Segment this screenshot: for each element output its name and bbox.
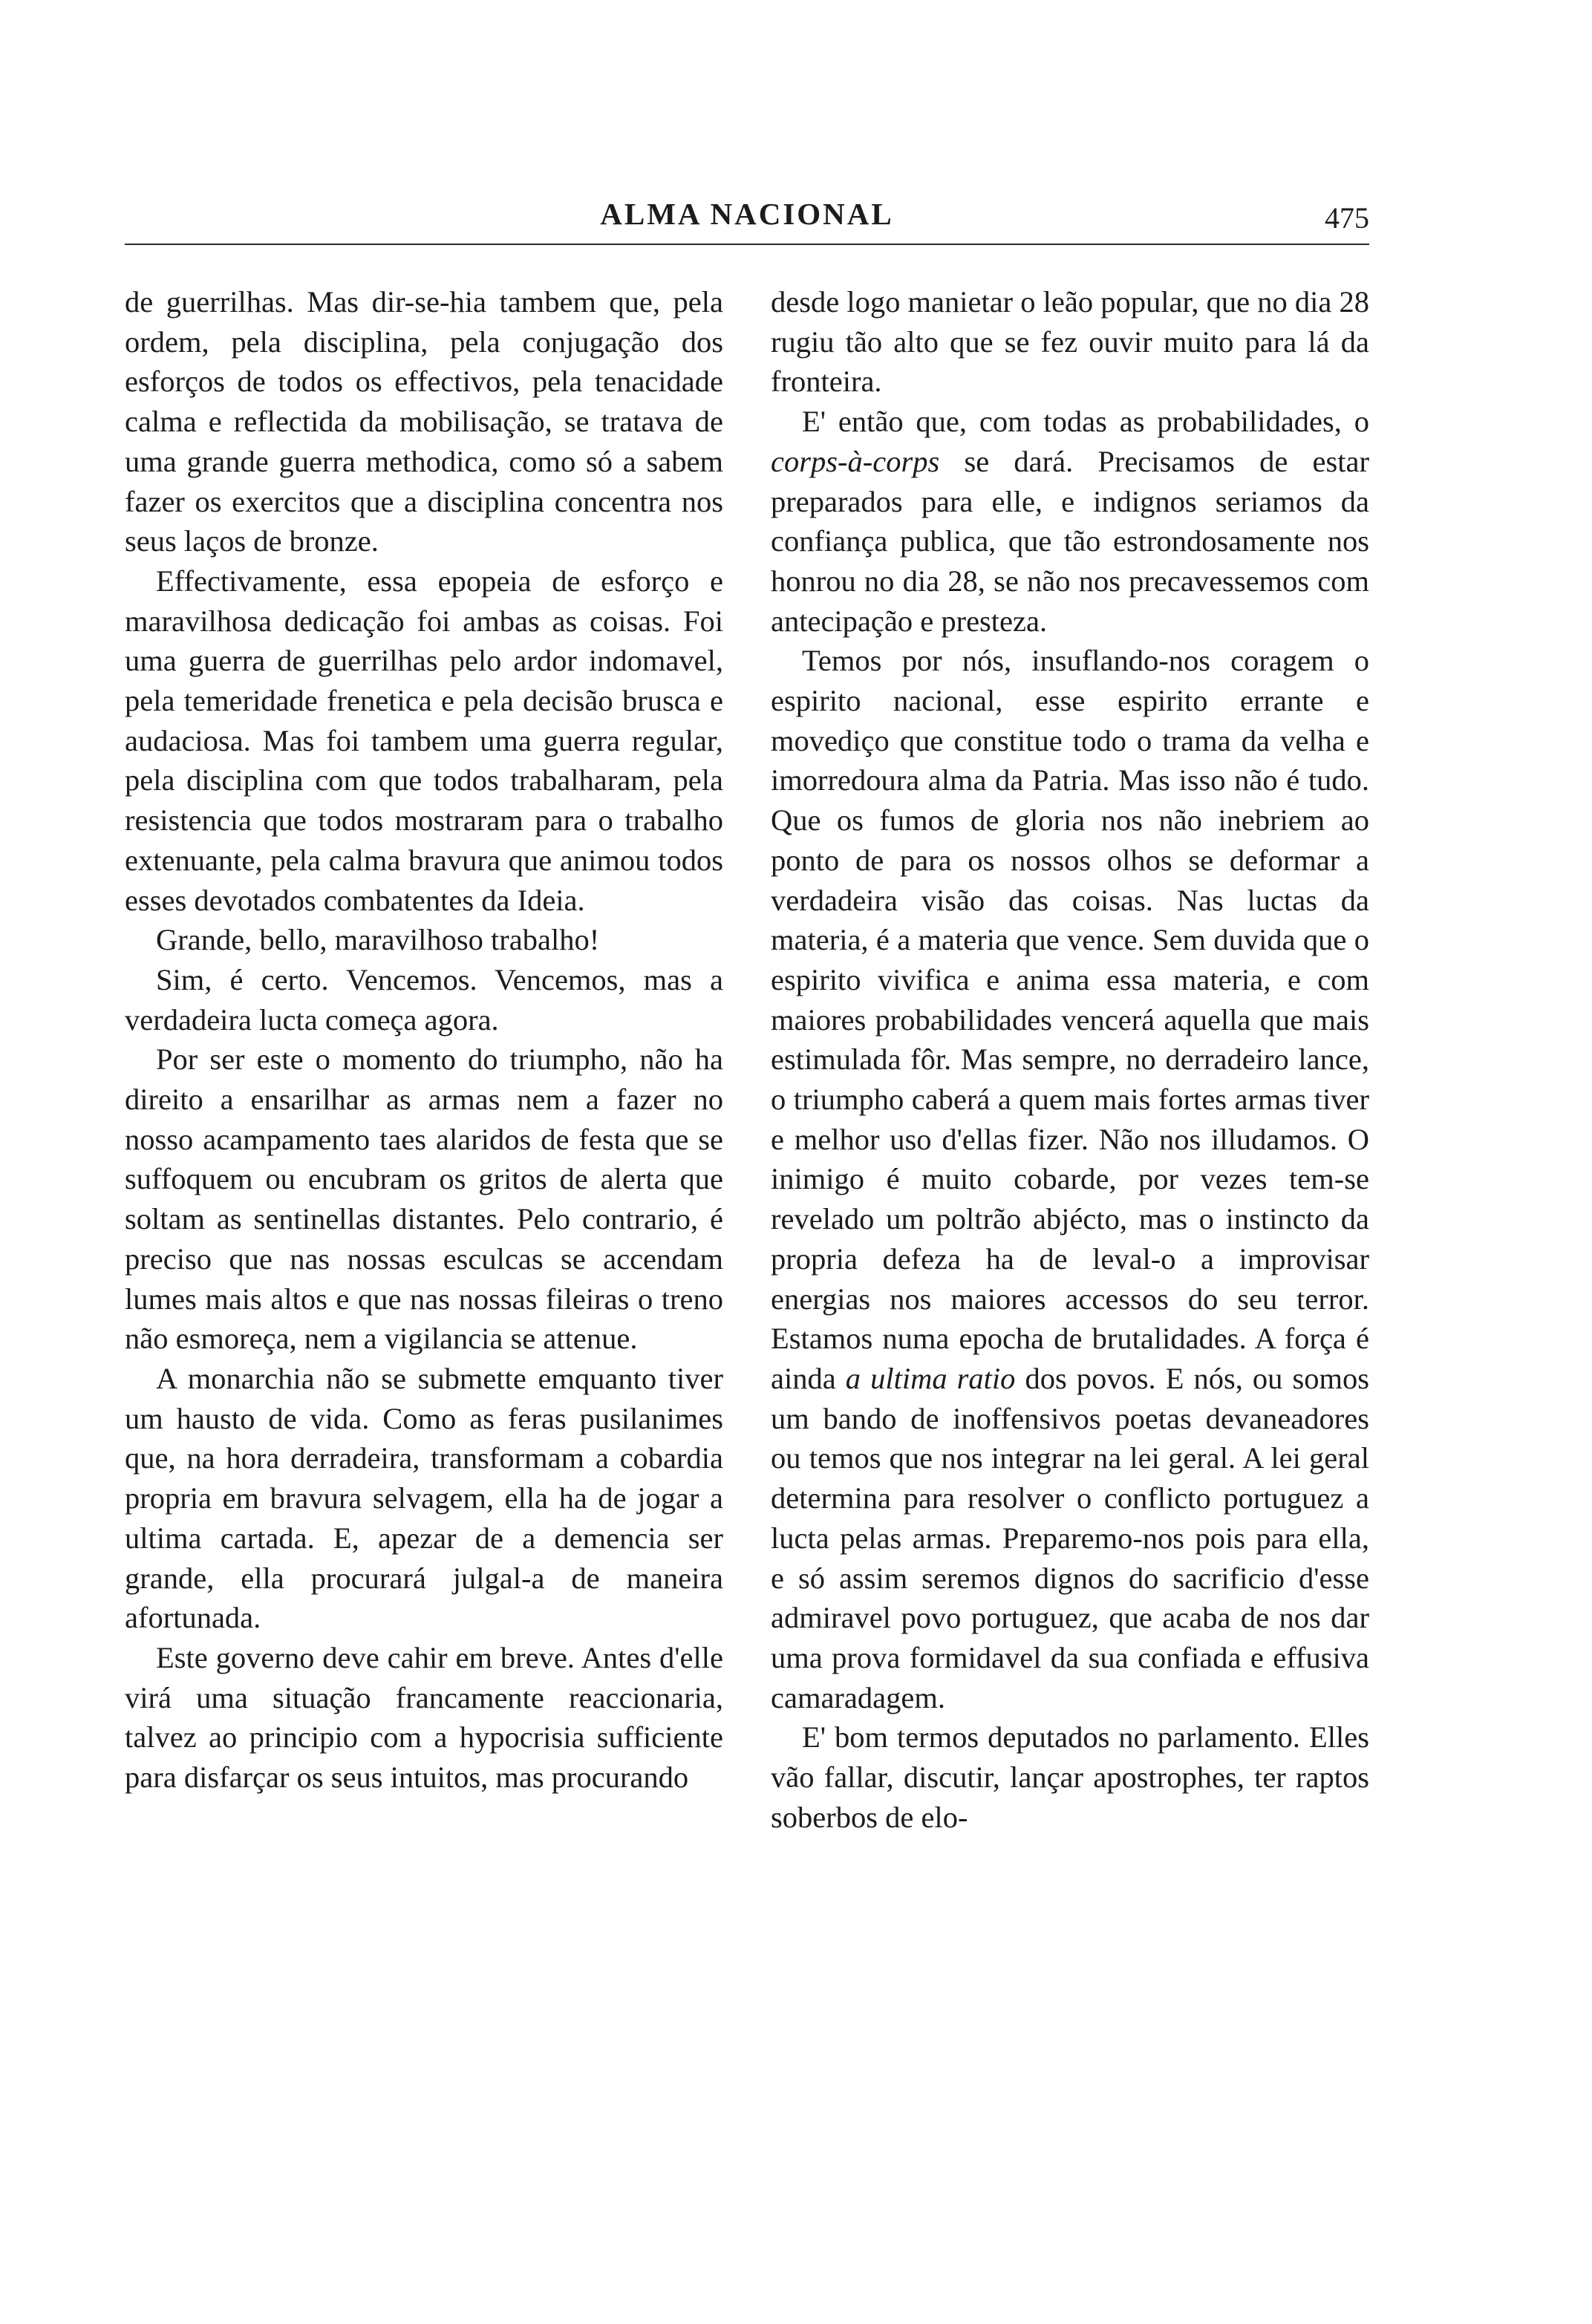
paragraph: A monarchia não se submette emquanto tiver um hausto de vida. Como as feras pusilanimes que, na hora derradeira, transformam a cobardia propria em bravura selvagem, ella ha de jogar a ultima cartada. E, apezar de a demencia ser grande, ella procurará julgal-a de maneira afortunada. — [125, 1361, 723, 1635]
left-column — [125, 282, 723, 1798]
paragraph: Por ser este o momento do triumpho, não ha direito a ensarilhar as armas nem a fazer no nosso acampamento taes alaridos de festa que se suffoquem ou encubram os gritos de alerta que soltam as sentinellas distantes. Pelo contrario, é preciso que nas nossas esculcas se accendam lumes mais altos e que nas nossas fileiras o treno não esmoreça, nem a vigilancia se attenue. — [125, 1042, 723, 1356]
running-header — [125, 195, 1369, 238]
right-column — [771, 282, 1369, 1837]
running-title: ALMA NACIONAL — [600, 197, 894, 231]
paragraph: Sim, é certo. Vencemos. Vencemos, mas a verdadeira lucta começa agora. — [125, 962, 723, 1037]
header-rule — [125, 244, 1369, 245]
paragraph: Effectivamente, essa epopeia de esforço e maravilhosa dedicação foi ambas as coisas. Foi uma guerra de guerrilhas pelo ardor indomavel, pela temeridade frenetica e pela decisão brusca e audaciosa. Mas foi tambem uma guerra regular, pela disciplina com que todos trabalharam, pela resistencia que todos mostraram para o trabalho extenuante, pela calma bravura que animou todos esses devotados combatentes da Ideia. — [125, 564, 723, 917]
paragraph: desde logo manietar o leão popular, que no dia 28 rugiu tão alto que se fez ouvir muito para lá da fronteira. — [771, 285, 1369, 399]
paragraph: E' então que, com todas as probabilidades, o corps-à-corps se dará. Precisamos de estar preparados para elle, e indignos seriamos da confiança publica, que tão estrondosamente nos honrou no dia 28, se não nos precavessemos com antecipação e presteza. — [771, 405, 1369, 638]
page-number: 475 — [1325, 201, 1369, 235]
paragraph: E' bom termos deputados no parlamento. Elles vão fallar, discutir, lançar apostrophes, ter raptos soberbos de elo- — [771, 1720, 1369, 1834]
paragraph: de guerrilhas. Mas dir-se-hia tambem que, pela ordem, pela disciplina, pela conjugação dos esforços de todos os effectivos, pela tenacidade calma e reflectida da mobilisação, se tratava de uma grande guerra methodica, como só a sabem fazer os exercitos que a disciplina concentra nos seus laços de bronze. — [125, 285, 723, 558]
paragraph: Grande, bello, maravilhoso trabalho! — [156, 923, 600, 957]
paragraph: Temos por nós, insuflando-nos coragem o espirito nacional, esse espirito errante e movediço que constitue todo o trama da velha e imorredoura alma da Patria. Mas isso não é tudo. Que os fumos de gloria nos não inebriem ao ponto de para os nossos olhos se deformar a verdadeira visão das coisas. Nas luctas da materia, é a materia que vence. Sem duvida que o espirito vivifica e anima essa materia, e com maiores probabilidades vencerá aquella que mais estimulada fôr. Mas sempre, no derradeiro lance, o triumpho caberá a quem mais fortes armas tiver e melhor uso d'ellas fizer. Não nos illudamos. O inimigo é muito cobarde, por vezes tem-se revelado um poltrão abjécto, mas o instincto da propria defeza ha de leval-o a improvisar energias nos maiores accessos do seu terror. Estamos numa epocha de brutalidades. A força é ainda a ultima ratio dos povos. E nós, ou somos um bando de inoffensivos poetas devaneadores ou temos que nos integrar na lei geral. A lei geral determina para resolver o conflicto portuguez a lucta pelas armas. Preparemo-nos pois para ella, e só assim seremos dignos do sacrificio d'esse admiravel povo portuguez, que acaba de nos dar uma prova formidavel da sua confiada e effusiva camaradagem. — [771, 644, 1369, 1714]
paragraph: Este governo deve cahir em breve. Antes d'elle virá uma situação francamente reaccionaria, talvez ao principio com a hypocrisia sufficiente para disfarçar os seus intuitos, mas procurando — [125, 1640, 723, 1795]
